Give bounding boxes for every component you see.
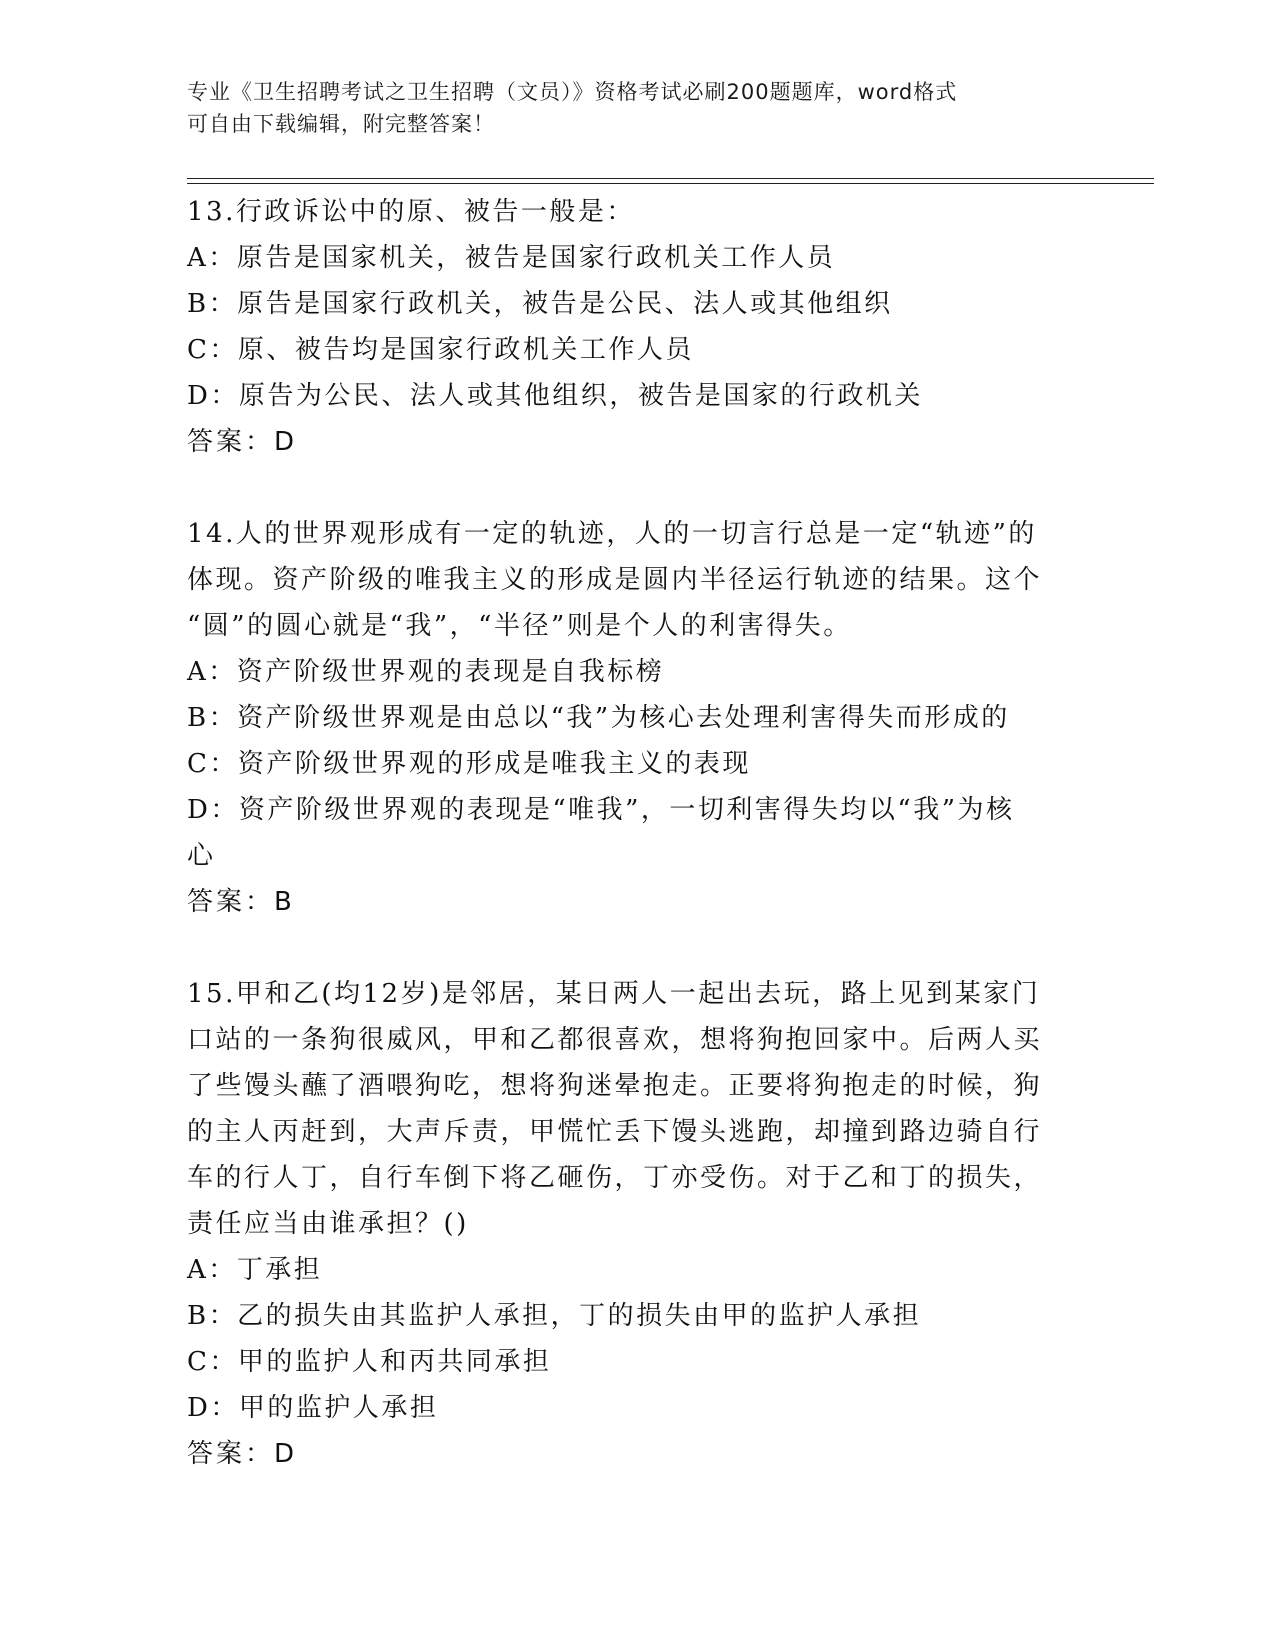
question-stem: 车的行人丁，自行车倒下将乙砸伤，丁亦受伤。对于乙和丁的损失， xyxy=(187,1163,1043,1193)
question-13 xyxy=(187,189,1087,465)
question-stem: 责任应当由谁承担？() xyxy=(187,1209,469,1239)
question-stem: 的主人丙赶到，大声斥责，甲慌忙丢下馒头逃跑，却撞到路边骑自行 xyxy=(187,1117,1043,1147)
option-a: A：原告是国家机关，被告是国家行政机关工作人员 xyxy=(187,243,836,273)
option-d: D：原告为公民、法人或其他组织，被告是国家的行政机关 xyxy=(187,381,923,411)
answer: 答案：B xyxy=(187,887,295,917)
header-line-1: 专业《卫生招聘考试之卫生招聘（文员）》资格考试必刷200题题库，word格式 xyxy=(187,80,958,104)
question-stem: 口站的一条狗很威风，甲和乙都很喜欢，想将狗抱回家中。后两人买 xyxy=(187,1025,1043,1055)
question-stem: 14.人的世界观形成有一定的轨迹，人的一切言行总是一定“轨迹”的 xyxy=(187,519,1037,549)
option-b: B：原告是国家行政机关，被告是公民、法人或其他组织 xyxy=(187,289,893,319)
spacer xyxy=(187,925,1087,971)
question-list xyxy=(187,189,1087,1477)
option-c: C：甲的监护人和丙共同承担 xyxy=(187,1347,552,1377)
question-14 xyxy=(187,511,1087,925)
question-stem: 体现。资产阶级的唯我主义的形成是圆内半径运行轨迹的结果。这个 xyxy=(187,565,1043,595)
option-d: D：甲的监护人承担 xyxy=(187,1393,439,1423)
question-stem: 15.甲和乙(均12岁)是邻居，某日两人一起出去玩，路上见到某家门 xyxy=(187,979,1041,1009)
question-stem: “圆”的圆心就是“我”，“半径”则是个人的利害得失。 xyxy=(187,611,852,641)
question-stem: 了些馒头蘸了酒喂狗吃，想将狗迷晕抱走。正要将狗抱走的时候，狗 xyxy=(187,1071,1043,1101)
option-c: C：原、被告均是国家行政机关工作人员 xyxy=(187,335,694,365)
option-a: A：资产阶级世界观的表现是自我标榜 xyxy=(187,657,665,687)
header-divider-top xyxy=(187,178,1154,179)
document-header xyxy=(187,76,1067,140)
spacer xyxy=(187,465,1087,511)
option-c: C：资产阶级世界观的形成是唯我主义的表现 xyxy=(187,749,751,779)
option-a: A：丁承担 xyxy=(187,1255,323,1285)
header-line-2: 可自由下载编辑，附完整答案！ xyxy=(187,112,495,136)
option-d-continued: 心 xyxy=(187,841,216,871)
question-stem: 13.行政诉讼中的原、被告一般是： xyxy=(187,197,635,227)
answer: 答案：D xyxy=(187,1439,298,1469)
question-15 xyxy=(187,971,1087,1477)
option-b: B：乙的损失由其监护人承担，丁的损失由甲的监护人承担 xyxy=(187,1301,922,1331)
header-divider-bottom xyxy=(187,183,1154,184)
option-d: D：资产阶级世界观的表现是“唯我”，一切利害得失均以“我”为核 xyxy=(187,795,1015,825)
option-b: B：资产阶级世界观是由总以“我”为核心去处理利害得失而形成的 xyxy=(187,703,1010,733)
answer: 答案：D xyxy=(187,427,298,457)
